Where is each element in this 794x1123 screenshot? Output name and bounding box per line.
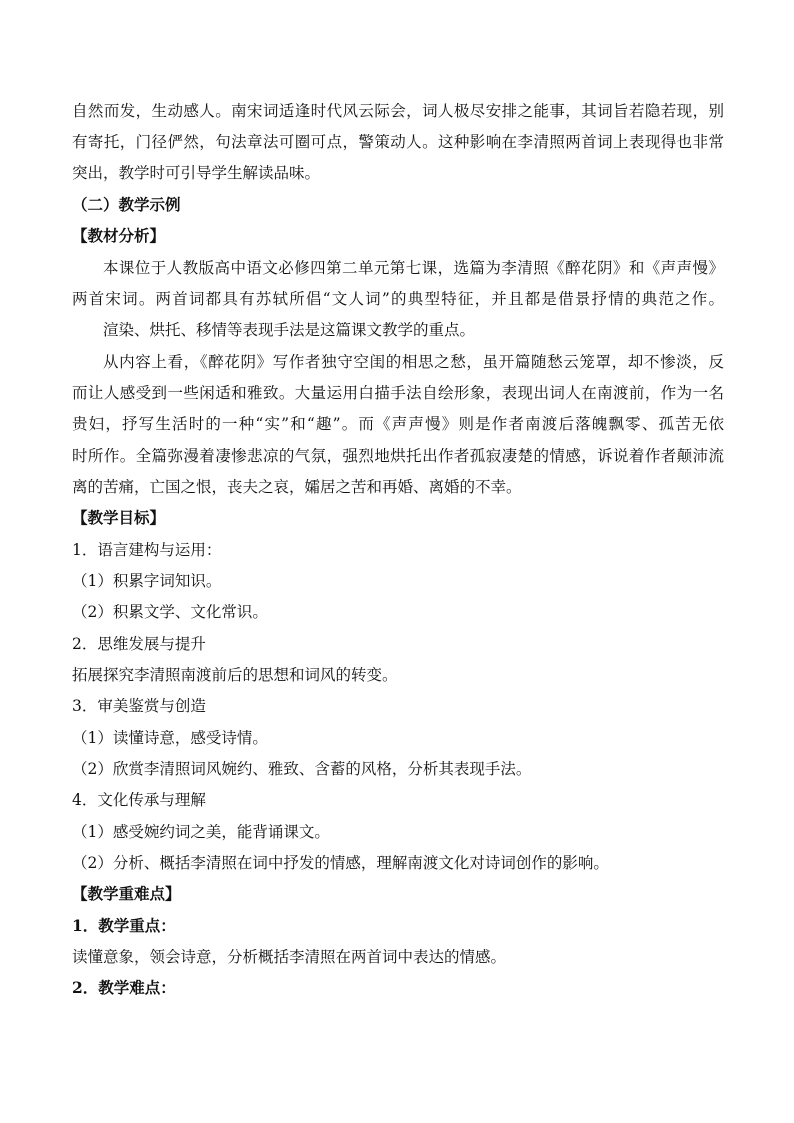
goals-heading: 【教学目标】: [72, 508, 166, 527]
goal-1-title: 1．语言建构与运用：: [72, 541, 222, 559]
keypoint-2-title: 2．教学难点：: [72, 978, 176, 997]
goal-2-title: 2．思维发展与提升: [72, 635, 206, 653]
goal-2-text: 拓展探究李清照南渡前后的思想和词风的转变。: [72, 666, 398, 684]
analysis-p3-line-2: 而让人感受到一些闲适和雅致。大量运用白描手法自绘形象，表现出词人在南渡前，作为一名: [72, 384, 724, 402]
analysis-p1-line-1: 本课位于人教版高中语文必修四第二单元第七课，选篇为李清照《醉花阴》和《声声慢》: [103, 259, 724, 277]
intro-line-2: 有寄托，门径俨然，句法章法可圈可点，警策动人。这种影响在李清照两首词上表现得也非常: [72, 133, 724, 151]
analysis-p1-line-2: 两首宋词。两首词都具有苏轼所倡“文人词”的典型特征，并且都是借景抒情的典范之作。: [72, 290, 724, 308]
analysis-p3-line-5: 离的苦痛，亡国之恨，丧夫之哀，孀居之苦和再婚、离婚的不幸。: [72, 478, 522, 496]
intro-line-3: 突出，教学时可引导学生解读品味。: [72, 164, 321, 182]
analysis-p3-line-4: 时所作。全篇弥漫着凄惨悲凉的气氛，强烈地烘托出作者孤寂凄楚的情感，诉说着作者颠沛流: [72, 447, 724, 465]
goal-4-item-2: （2）分析、概括李清照在词中抒发的情感，理解南渡文化对诗词创作的影响。: [72, 854, 609, 872]
goal-3-item-1: （1）读懂诗意，感受诗情。: [72, 729, 268, 747]
analysis-p3-line-3: 贵妇，抒写生活时的一种“实”和“趣”。而《声声慢》则是作者南渡后落魄飘零、孤苦无依: [72, 415, 724, 433]
keypoint-1-title: 1．教学重点：: [72, 916, 176, 935]
analysis-p3-line-1: 从内容上看，《醉花阴》写作者独守空闺的相思之愁，虽开篇随愁云笼罩，却不惨淡，反: [103, 353, 724, 371]
keypoints-heading: 【教学重难点】: [72, 884, 181, 903]
goal-4-title: 4．文化传承与理解: [72, 791, 206, 809]
keypoint-1-text: 读懂意象，领会诗意，分析概括李清照在两首词中表达的情感。: [72, 948, 507, 966]
goal-3-title: 3．审美鉴赏与创造: [72, 697, 206, 715]
goal-4-item-1: （1）感受婉约词之美，能背诵课文。: [72, 823, 330, 841]
goal-1-item-2: （2）积累文学、文化常识。: [72, 603, 268, 621]
goal-1-item-1: （1）积累字词知识。: [72, 572, 222, 590]
analysis-heading: 【教材分析】: [72, 226, 166, 245]
intro-line-1: 自然而发，生动感人。南宋词适逢时代风云际会，词人极尽安排之能事，其词旨若隐若现，别: [72, 102, 724, 120]
analysis-p2-line-1: 渲染、烘托、移情等表现手法是这篇课文教学的重点。: [103, 321, 476, 339]
goal-3-item-2: （2）欣赏李清照词风婉约、雅致、含蓄的风格，分析其表现手法。: [72, 760, 532, 778]
section-heading-example: （二）教学示例: [72, 195, 181, 214]
